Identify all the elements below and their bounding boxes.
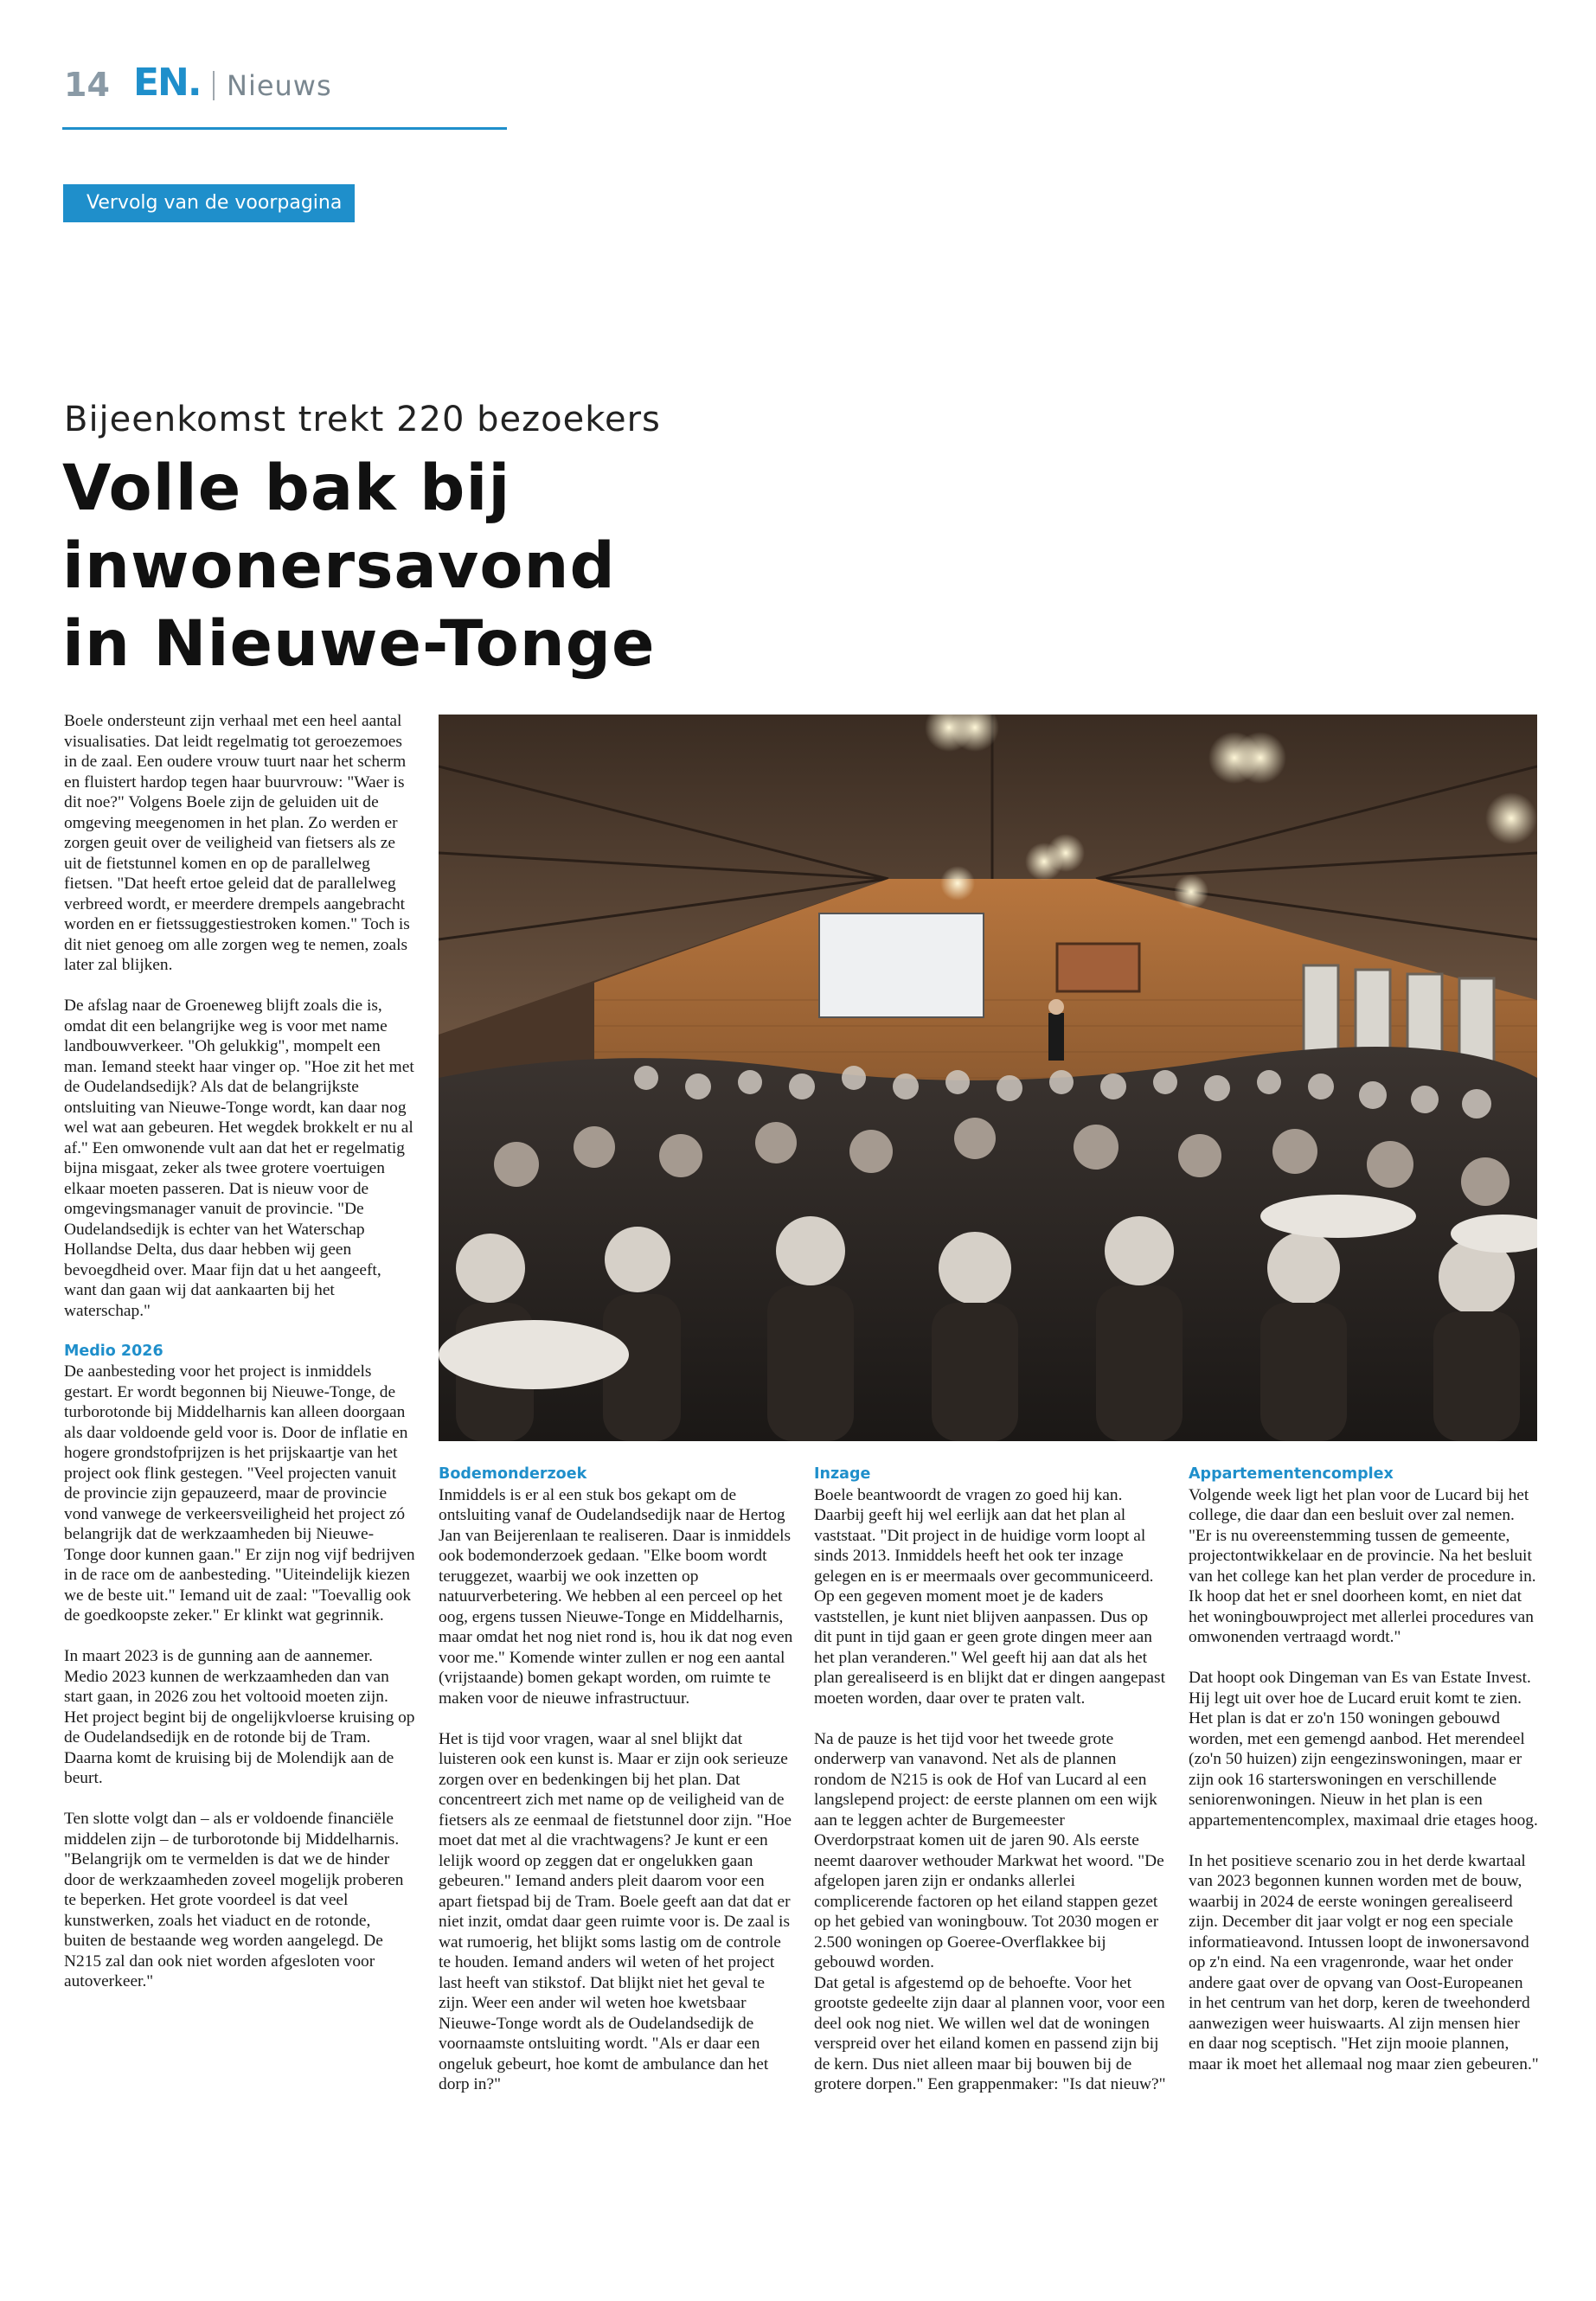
paragraph: Het is tijd voor vragen, waar al snel blijkt dat luisteren ook een kunst is. Maar er zijn ook serieuze zorgen over en bedenkingen bij het plan. Dat concentreert zich met name op de veiligheid van de fietsers als ze eenmaal de fietstunnel door zijn. "Hoe moet dat met al die vrachtwagens? Je kunt er een lelijk woord op zeggen dat er ongelukken gaan gebeuren." Iemand anders pleit daarom voor een apart fietspad bij de Tram. Boele geeft aan dat dat er niet inzit, omdat daar geen ruimte voor is. De zaal is wat rumoerig, het blijkt soms lastig om de controle te houden. Iemand anders wil weten of het project last heeft van stikstof. Dat blijkt niet het geval te zijn. Weer een ander wil weten hoe kwetsbaar Nieuwe-Tonge wordt als de Oudelandsedijk de voornaamste ontsluiting wordt. "Als er daar een ongeluk gebeurt, hoe komt de ambulance dan het dorp in?" [439,1729,792,2093]
paragraph: Dat hoopt ook Dingeman van Es van Estate Invest. Hij legt uit over hoe de Lucard eruit komt te zien. Het plan is dat er zo'n 150 woningen gebouwd worden, met een gemengd aanbod. Het merendeel (zo'n 50 huizen) zijn eengezinswoningen, maar er zijn ook 16 starterswoningen en verschillende seniorenwoningen. Nieuw in het plan is een appartementencomplex, maximaal drie etages hoog. [1189,1669,1538,1830]
paragraph: Boele beantwoordt de vragen zo goed hij kan. Daarbij geeft hij wel eerlijk aan dat het plan al vaststaat. "Dit project in de huidige vorm loopt al sinds 2013. Inmiddels heeft het ook ter inzage gelegen en is er meermaals over gecommuniceerd. Op een gegeven moment moet je de kaders vaststellen, je kunt niet blijven aanpassen. Dus op dit punt in tijd gaan er geen grote dingen meer aan het plan veranderen." Wel geeft hij aan dat als het plan gerealiseerd is en blijkt dat er dingen aangepast moeten worden, daar over te praten valt. [814,1485,1165,1708]
subheading: Appartementencomplex [1189,1465,1394,1483]
article-kicker: Bijeenkomst trekt 220 bezoekers [64,400,661,439]
paragraph: Boele ondersteunt zijn verhaal met een heel aantal visualisaties. Dat leidt regelmatig tot geroezemoes in de zaal. Een oudere vrouw tuurt naar het scherm en fluistert hardop tegen haar buurvrouw: "Waer is dit noe?" Volgens Boele zijn de geluiden uit de omgeving meegenomen in het plan. Zo werden er zorgen geuit over de veiligheid van fietsers als ze uit de fietstunnel komen en op de parallelweg fietsen. "Dat heeft ertoe geleid dat de parallelweg verbreed wordt, er meerdere drempels aangebracht worden en er fietssuggestiestroken komen." Toch is dit niet genoeg om alle zorgen weg te nemen, zoals later zal blijken. [64,712,410,974]
text-column-2 [439,1465,793,2115]
text-column-1 [64,711,415,2012]
header-rule [62,127,507,130]
headline-line: in Nieuwe-Tonge [62,607,656,681]
event-photo [439,715,1537,1441]
article-headline [62,450,656,683]
header-separator [213,71,215,100]
subheading: Bodemonderzoek [439,1465,587,1483]
subheading: Inzage [814,1465,871,1483]
subheading: Medio 2026 [64,1342,163,1360]
paragraph: In het positieve scenario zou in het derde kwartaal van 2023 begonnen kunnen worden met de bouw, waarbij in 2024 de eerste woningen gerealiseerd zijn. December dit jaar volgt er nog een speciale informatieavond. Intussen loopt de inwonersavond op z'n eind. Na een vragenronde, waar het onder andere gaat over de opvang van Oost-Europeanen in het centrum van het dorp, keren de tweehonderd aanwezigen weer huiswaarts. Al zijn mensen hier en daar nog sceptisch. "Het zijn mooie plannen, maar ik moet het allemaal nog maar zien gebeuren." [1189,1851,1539,2073]
headline-line: Volle bak bij [62,452,511,525]
audience-hall-illustration [439,715,1537,1441]
paragraph: Dat getal is afgestemd op de behoefte. Voor het grootste gedeelte zijn daar al plannen voor, voor een deel ook nog niet. We willen wel dat de woningen verspreid over het eiland komen en passend zijn bij de kern. Dus niet alleen maar bij bouwen bij de grotere dorpen." Een grappenmaker: "Is dat nieuw?" [814,1973,1166,2093]
paragraph: In maart 2023 is de gunning aan de aannemer. Medio 2023 kunnen de werkzaamheden dan van start gaan, in 2026 zou het voltooid moeten zijn. Het project begint bij de ongelijkvloerse kruising op de Oudelandsedijk en de rotonde bij de Tram. Daarna komt de kruising bij de Molendijk aan de beurt. [64,1647,415,1787]
paragraph: Ten slotte volgt dan – als er voldoende financiële middelen zijn – de turborotonde bij Middelharnis. "Belangrijk om te vermelden is dat we de hinder door de werkzaamheden zoveel mogelijk proberen te beperken. Het grote voordeel is dat veel kunstwerken, zoals het viaduct en de rotonde, buiten de bestaande weg worden aangelegd. De N215 zal dan ook niet worden afgesloten voor autoverkeer." [64,1810,404,1990]
paragraph: Na de pauze is het tijd voor het tweede grote onderwerp van vanavond. Net als de plannen rondom de N215 is ook de Hof van Lucard al een langslepend project: de eerste plannen om een wijk aan te leggen achter de Burgemeester Overdorpstraat komen uit de jaren 90. Als eerste neemt daarover wethouder Markwat het woord. "De afgelopen jaren zijn er ondanks allerlei complicerende factoren op het eiland stappen gezet op het gebied van woningbouw. Tot 2030 mogen er 2.500 woningen op Goeree-Overflakkee bij gebouwd worden. [814,1729,1164,1971]
text-column-3 [814,1465,1169,2115]
newspaper-logo: EN. [133,61,201,105]
paragraph: Inmiddels is er al een stuk bos gekapt om de ontsluiting vanaf de Oudelandsedijk naar de Hertog Jan van Beijerenlaan te realiseren. Daar is inmiddels ook bodemonderzoek gedaan. "Elke boom wordt teruggezet, waarbij we ook inzetten op natuurverbetering. We hebben al een perceel op het oog, ergens tussen Nieuwe-Tonge en Middelharnis, maar omdat het nog niet rond is, hou ik dat nog even voor me." Komende winter zullen er nog een aantal (vrijstaande) bomen gekapt worden, om ruimte te maken voor de nieuwe infrastructuur. [439,1485,793,1708]
section-label: Nieuws [227,69,332,102]
paragraph: De aanbesteding voor het project is inmiddels gestart. Er wordt begonnen bij Nieuwe-Tonge, de turborotonde bij Middelharnis kan alleen doorgaan als daar voldoende geld voor is. Door de inflatie en hogere grondstofprijzen is het prijskaartje van het project ook flink gestegen. "Veel projecten vanuit de provincie zijn gepauzeerd, maar de provincie vond vanwege de verkeersveiligheid het project zó belangrijk dat de werkzaamheden bij Nieuwe-Tonge door kunnen gaan." Er zijn nog vijf bedrijven in de race om de aanbesteding. "Uiteindelijk kiezen we de beste uit." Iemand uit de zaal: "Toevallig ook de goedkoopste zeker." Er klinkt wat gegrinnik. [64,1362,415,1625]
page-number: 14 [64,66,110,104]
paragraph: Volgende week ligt het plan voor de Lucard bij het college, die daar dan een besluit over zal nemen. "Er is nu overeenstemming tussen de gemeente, projectontwikkelaar en de provincie. Na het besluit van het college kan het plan verder de procedure in. Ik hoop dat het er snel doorheen komt, en niet dat het woningbouwproject met allerlei procedures van omwonenden vertraagd wordt." [1189,1485,1536,1646]
text-column-4 [1189,1465,1539,2095]
continued-tag: Vervolg van de voorpagina [63,184,355,222]
headline-line: inwonersavond [62,529,616,603]
paragraph: De afslag naar de Groeneweg blijft zoals die is, omdat dit een belangrijke weg is voor met name landbouwverkeer. "Oh gelukkig", mompelt een man. Iemand steekt haar vinger op. "Hoe zit het met de Oudelandsedijk? Als dat de belangrijkste ontsluiting van Nieuwe-Tonge wordt, kan daar nog wel wat aan gebeuren. Het wegdek brokkelt er nu al af." Een omwonende vult aan dat het er regelmatig bijna misgaat, zeker als twee grotere voertuigen elkaar moeten passeren. Dat is nieuw voor de omgevingsmanager vanuit de provincie. "De Oudelandsedijk is echter van het Waterschap Hollandse Delta, dus daar hebben wij geen bevoegdheid over. Maar fijn dat u het aangeeft, want dan gaan wij dat aankaarten bij het waterschap." [64,997,414,1320]
